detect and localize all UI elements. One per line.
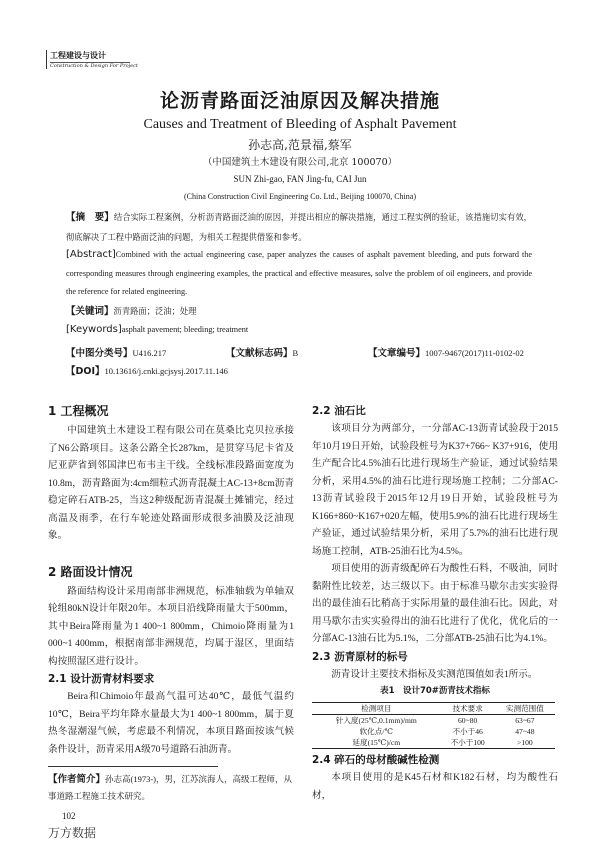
table-header: 技术要求 (452, 704, 483, 713)
keywords-en-label: [Keywords] (66, 324, 122, 335)
table-cell: 不小于46 (452, 727, 483, 736)
table-header: 检测项目 (361, 704, 392, 713)
authors-en: SUN Zhi-gao, FAN Jing-fu, CAI Jun (233, 174, 367, 184)
doi (66, 362, 228, 381)
watermark-text: 万方数据 (48, 826, 97, 840)
affiliation-cn: （中国建筑土木建设有限公司,北京 100070） (202, 157, 398, 168)
document-code (226, 344, 298, 363)
title-en: Causes and Treatment of Bleeding of Asphalt Pavement (143, 117, 457, 132)
table-cell: 63~67 (515, 716, 535, 725)
doi-row (66, 362, 532, 380)
doc-label: 【文献标志码】 (226, 347, 293, 359)
footnote-text: 孙志高(1973-)，男，江苏滨海人，高级工程师，从事道路工程施工技术研究。 (48, 774, 293, 801)
table-1 (312, 702, 555, 749)
article-value: 1007-9467(2017)11-0102-02 (425, 347, 524, 358)
keywords-en (66, 321, 532, 340)
clc-number (66, 344, 166, 363)
section-2-2-paragraph-1: 该项目分为两部分，一分部AC-13沥青试验段于2015年10月19日开始，试验段桩号为K37+766~ K37+916，使用生产配合比4.5%油石比进行现场生产验证，通过试验结果分析，采用4.5%的油石比进行现场施工控制；二分部AC-13沥青试验段于2015年12月19日开始，试验段桩号为K166+860~K167+020左幅，使用5.9%的油石比进行现场生产验证，通过试验结果分析，采用了5.7%的油石比进行现场施工控制，ATB-25油石比为4.5%。 (312, 423, 558, 557)
page-number: 102 (62, 811, 76, 821)
keywords-cn (66, 302, 532, 322)
classification-row (66, 344, 532, 362)
keywords-cn-label: 【关键词】 (66, 305, 114, 317)
section-2-4-paragraph: 本项目使用的是K45石材和K182石材，均为酸性石材， (312, 772, 558, 801)
section-2-paragraph: 路面结构设计采用南部非洲规范，标准轴载为单轴双轮组80kN设计年限20年。本项目沿线降雨量大于500mm，其中Beira降雨量为1 400~1 800mm，Chimoio降雨量为1 000~1 400mm，根据南部非洲规范，均属于湿区，里面结构按照湿区进行设计。 (48, 585, 294, 667)
clc-label: 【中图分类号】 (66, 347, 133, 359)
table-row (312, 715, 555, 727)
affiliation-en: (China Construction Civil Engineering Co. Ltd., Beijing 100070, China) (184, 192, 416, 201)
journal-name-en: Construction & Design For Project (50, 63, 138, 69)
section-2-1-paragraph: Beira和Chimoio年最高气温可达40℃，最低气温约10℃，Beira平均年降水量最大为1 400~1 800mm，属于夏热冬湿潮湿气候，考虑最不利情况，本项目路面按该气候条件设计，沥青采用A级70号道路石油沥青。 (48, 691, 294, 755)
table-1-caption: 表1 设计70#沥青技术指标 (380, 686, 490, 696)
table-header-row (312, 703, 555, 715)
table-cell: 软化点/℃ (359, 727, 393, 736)
section-2-3-heading: 2.3 沥青原材的标号 (312, 650, 408, 663)
abstract-cn (66, 208, 532, 246)
table-cell: 不小于100 (450, 738, 485, 747)
keywords-cn-text: 沥青路面；泛油；处理 (113, 305, 197, 316)
abstract-cn-text: 结合实际工程案例，分析沥青路面泛油的原因，并提出相应的解决措施，通过工程实例的验证，该措施切实有效，彻底解决了工程中路面泛油的问题，为相关工程提供借鉴和参考。 (66, 212, 532, 242)
journal-name-cn: 工程建设与设计 (50, 50, 130, 63)
table-cell: 60~80 (458, 716, 478, 725)
section-1-heading: 1 工程概况 (48, 404, 109, 418)
doi-label: 【DOI】 (66, 365, 105, 377)
doc-value: B (292, 347, 299, 358)
right-column (312, 402, 558, 804)
abstract-en-text: Combined with the actual engineering case, paper analyzes the causes of asphalt pavement bleeding, and puts forward the corresponding measures through engineering examples, the practical and effective measures, solve the problem of oil engineers, and provide the reference for related engineering. (66, 250, 532, 296)
table-cell: 47~48 (515, 727, 535, 736)
keywords-en-text: asphalt pavement; bleeding; treatment (121, 325, 249, 334)
footnote-divider (48, 766, 218, 767)
article-label: 【文章编号】 (368, 347, 426, 359)
title-cn: 论沥青路面泛油原因及解决措施 (159, 90, 440, 112)
section-2-4-heading: 2.4 碎石的母材酸碱性检测 (312, 754, 440, 766)
abstract-block (66, 208, 532, 380)
section-2-heading: 2 路面设计情况 (48, 564, 133, 579)
section-2-1-heading: 2.1 设计沥青材料要求 (48, 673, 155, 685)
doi-value: 10.13616/j.cnki.gcjsysj.2017.11.146 (104, 365, 228, 376)
section-2-3-paragraph: 沥青设计主要技术指标及实测范围值如表1所示。 (331, 668, 538, 680)
footnote-label: 【作者简介】 (48, 774, 106, 785)
section-2-2-paragraph-2: 项目使用的沥青级配碎石为酸性石料，不吸油，同时黏附性比较差，达三级以下。由于标准马歇尔击实实验得出的最佳油石比稍高于实际用量的最佳油石比。因此，对用马歇尔击实实验得出的油石比进行了优化，优化后的一分部AC-13油石比为5.1%，二分部ATB-25油石比为4.1%。 (312, 563, 558, 644)
table-row (312, 737, 555, 749)
abstract-en (66, 246, 532, 302)
table-cell: >100 (517, 738, 533, 747)
left-column (48, 402, 294, 841)
authors-cn: 孙志高,范景福,蔡军 (248, 138, 352, 152)
clc-value: U416.217 (132, 347, 167, 358)
author-footnote (48, 771, 298, 805)
table-row (312, 726, 555, 737)
table-cell: 针入度(25℃,0.1mm)/mm (335, 716, 417, 725)
table-header: 实测范围值 (505, 704, 544, 713)
abstract-en-label: [Abstract] (66, 249, 116, 260)
journal-header (46, 50, 138, 69)
section-1-paragraph: 中国建筑土木建设工程有限公司在莫桑比克贝拉承接了N6公路项目。这条公路全长287km，是贯穿马尼卡省及尼亚萨省到邻国津巴布韦主干线。全线标准段路面宽度为10.8m，沥青路面为:4cm细粒式沥青混凝土AC-13+8cm沥青稳定碎石ATB-25，当这2种级配沥青混凝土摊铺完，经过高温及雨季，在行车轮迹处路面形成很多油膜及泛油现象。 (48, 425, 294, 541)
table-cell: 延度(15℃)/cm (352, 738, 401, 747)
abstract-cn-label: 【摘 要】 (66, 212, 114, 223)
article-number (368, 344, 524, 363)
section-2-2-heading: 2.2 油石比 (312, 405, 366, 417)
